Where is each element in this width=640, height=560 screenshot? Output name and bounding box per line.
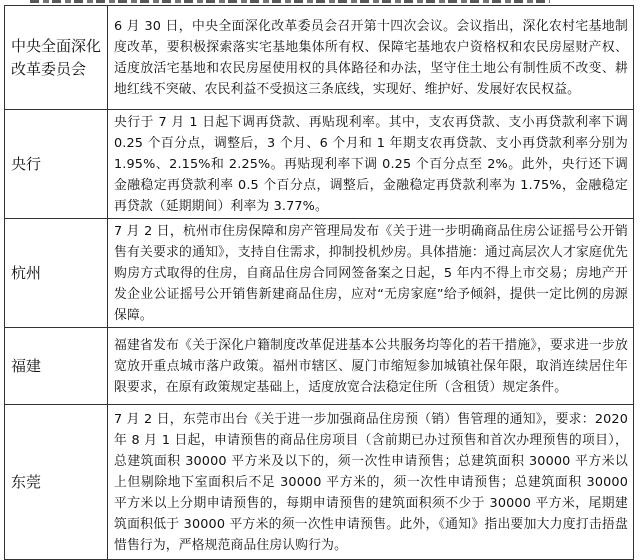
row-content-fujian: 福建省发布《关于深化户籍制度改革促进基本公共服务均等化的若干措施》，要求进一步放宽放开重点城市落户政策。福州市辖区、厦门市缩短参加城镇社保年限，取消连续居住年限要求，在原有政策规定基础上，适度放宽合法稳定住所（含租赁）规定条件。 <box>108 328 634 405</box>
policy-table <box>4 5 634 560</box>
row-label-fujian: 福建 <box>5 328 108 405</box>
row-label-dongguan: 东莞 <box>5 405 108 560</box>
row-content-central-committee: 6 月 30 日，中央全面深化改革委员会召开第十四次会议。会议指出，深化农村宅基地制度改革，要积极探索落实宅基地集体所有权、保障宅基地农户资格权和农民房屋财产权、适度放活宅基地和农民房屋使用权的具体路径和办法，坚守住土地公有制性质不改变、耕地红线不突破、农民利益不受损这三条底线，实现好、维护好、发展好农民权益。 <box>108 6 634 110</box>
row-label-central-bank: 央行 <box>5 110 108 219</box>
row-label-hangzhou: 杭州 <box>5 219 108 328</box>
table-row <box>5 110 634 219</box>
row-content-dongguan: 7 月 2 日，东莞市出台《关于进一步加强商品住房预（销）售管理的通知》，要求：2020 年 8 月 1 日起，申请预售的商品住房项目（含前期已办过预售和首次办理预售的项目），总建筑面积 30000 平方米及以下的，须一次性申请预售；总建筑面积 30000 平方米以上但剔除地下室面积后不足 30000 平方米的，须一次性申请预售；总建筑面积 30000 平方米以上分期申请预售的，每期申请预售的建筑面积须不少于 30000 平方米，尾期建筑面积低于 30000 平方米的须一次性申请预售。此外，《通知》指出要加大力度打击捂盘惜售行为，严格规范商品住房认购行为。 <box>108 405 634 560</box>
table-row <box>5 6 634 110</box>
table-row <box>5 219 634 328</box>
table-row <box>5 328 634 405</box>
row-label-central-committee: 中央全面深化改革委员会 <box>5 6 108 110</box>
row-content-hangzhou: 7 月 2 日，杭州市住房保障和房产管理局发布《关于进一步明确商品住房公证摇号公开销售有关要求的通知》，支持自住需求，抑制投机炒房。具体措施：通过高层次人才家庭优先购房方式取得的住房，自商品住房合同网签备案之日起，5 年内不得上市交易；房地产开发企业公证摇号公开销售新建商品住房，应对“无房家庭”给予倾斜，提供一定比例的房源保障。 <box>108 219 634 328</box>
table-row <box>5 405 634 560</box>
row-content-central-bank: 央行于 7 月 1 日起下调再贷款、再贴现利率。其中，支农再贷款、支小再贷款利率下调 0.25 个百分点，调整后，3 个月、6 个月和 1 年期支农再贷款、支小再贷款利率分别为 1.95%、2.15%和 2.25%。再贴现利率下调 0.25 个百分点至 2%。此外，央行还下调金融稳定再贷款利率 0.5 个百分点，调整后，金融稳定再贷款利率为 1.75%，金融稳定再贷款（延期期间）利率为 3.77%。 <box>108 110 634 219</box>
